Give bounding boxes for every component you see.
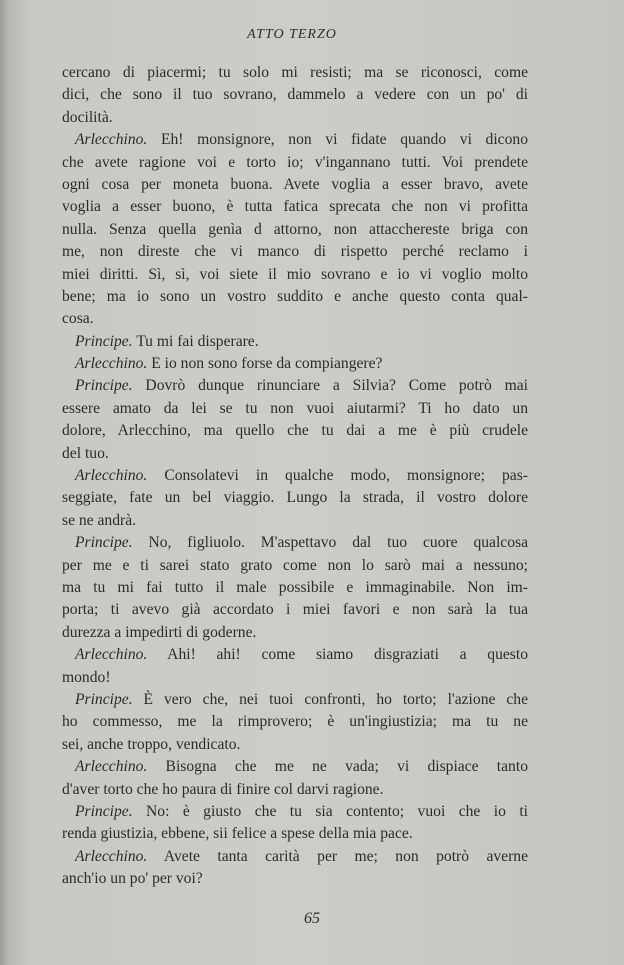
dialogue-paragraph [62, 801, 528, 846]
dialogue-paragraph [62, 689, 528, 756]
line-text: mondo! [62, 668, 111, 686]
running-header: ATTO TERZO [247, 27, 337, 42]
line-text: porta; ti avevo già accordato i miei favori e non sarà la tua [62, 601, 528, 619]
line-text: del tuo. [62, 444, 109, 462]
text-line [62, 532, 528, 554]
body-text [62, 62, 528, 890]
continued-paragraph [62, 62, 528, 129]
text-line [62, 196, 528, 218]
line-text: ho commesso, me la rimprovero; è un'ingiustizia; ma tu ne [62, 713, 528, 731]
line-text: Consolatevi in qualche modo, monsignore; pas- [147, 467, 528, 485]
text-line [62, 555, 528, 577]
speaker-name: Principe. [75, 802, 133, 820]
line-text: cercano di piacermi; tu solo mi resisti; ma se riconosci, come [62, 64, 528, 81]
line-text: ma tu mi fai tutto il male possibile e immaginabile. Non im- [62, 578, 528, 596]
line-text: anch'io un po' per voi? [62, 870, 203, 888]
text-line [62, 577, 528, 599]
line-text: Bisogna che me ne vada; vi dispiace tanto [147, 758, 528, 776]
line-text: sei, anche troppo, vendicato. [62, 735, 241, 753]
speaker-name: Arlecchino. [75, 131, 148, 149]
text-line [62, 353, 528, 375]
text-line [62, 801, 528, 823]
line-text: Tu mi fai disperare. [132, 332, 259, 350]
speaker-name: Arlecchino. [75, 758, 148, 776]
text-line [62, 465, 528, 487]
speaker-name: Principe. [75, 690, 133, 708]
speaker-name: Principe. [75, 332, 133, 350]
dialogue-paragraph [62, 532, 528, 644]
line-text: essere amato da lei se tu non vuoi aiutarmi? Ti ho dato un [62, 399, 528, 417]
text-line [62, 62, 528, 84]
line-text: dolore, Arlecchino, ma quello che tu dai a me è più crudele [62, 422, 528, 440]
line-text: docilità. [62, 108, 113, 126]
text-line [62, 510, 528, 532]
dialogue-paragraph [62, 465, 528, 532]
text-line [62, 644, 528, 666]
text-line [62, 868, 528, 890]
speaker-name: Arlecchino. [75, 646, 148, 664]
text-line [62, 420, 528, 442]
text-line [62, 152, 528, 174]
text-line [62, 622, 528, 644]
text-line [62, 219, 528, 241]
text-line [62, 375, 528, 397]
text-line [62, 331, 528, 353]
line-text: No, figliuolo. M'aspettavo dal tuo cuore qualcosa [132, 534, 528, 552]
text-line [62, 241, 528, 263]
speaker-name: Arlecchino. [75, 467, 148, 485]
speaker-name: Arlecchino. [75, 847, 148, 865]
line-text: renda giustizia, ebbene, sii felice a spese della mia pace. [62, 825, 413, 843]
text-line [62, 443, 528, 465]
text-line [62, 264, 528, 286]
text-line [62, 487, 528, 509]
text-line [62, 689, 528, 711]
dialogue-paragraph [62, 331, 528, 353]
line-text: ogni cosa per moneta buona. Avete voglia a esser bravo, avete [62, 175, 528, 193]
line-text: miei diritti. Sì, sì, voi siete il mio sovrano e io vi voglio molto [62, 265, 528, 283]
speaker-name: Arlecchino. [75, 355, 148, 373]
line-text: cosa. [62, 310, 94, 328]
line-text: durezza a impedirti di goderne. [62, 623, 257, 641]
page-number: 65 [304, 910, 320, 927]
dialogue-paragraph [62, 129, 528, 331]
text-line [62, 779, 528, 801]
line-text: d'aver torto che ho paura di finire col darvi ragione. [62, 780, 384, 798]
text-line [62, 286, 528, 308]
line-text: Ahi! ahi! come siamo disgraziati a questo [147, 646, 528, 664]
line-text: me, non direste che vi manco di rispetto perché reclamo i [62, 243, 528, 261]
speaker-name: Principe. [75, 377, 133, 395]
dialogue-paragraph [62, 375, 528, 465]
text-line [62, 107, 528, 129]
dialogue-paragraph [62, 644, 528, 689]
text-line [62, 734, 528, 756]
text-line [62, 711, 528, 733]
text-line [62, 398, 528, 420]
text-line [62, 308, 528, 330]
line-text: bene; ma io sono un vostro suddito e anche questo conta qual- [62, 287, 528, 305]
text-line [62, 846, 528, 868]
text-line [62, 823, 528, 845]
dialogue-paragraph [62, 756, 528, 801]
line-text: E io non sono forse da compiangere? [147, 355, 383, 373]
line-text: per me e ti sarei stato grato come non lo sarò mai a nessuno; [62, 556, 528, 574]
line-text: seggiate, fate un bel viaggio. Lungo la strada, il vostro dolore [62, 489, 528, 507]
text-line [62, 84, 528, 106]
dialogue-paragraph [62, 846, 528, 891]
dialogue-paragraph [62, 353, 528, 375]
line-text: voglia a esser buono, è tutta fatica sprecata che non vi profitta [62, 198, 528, 216]
text-line [62, 667, 528, 689]
speaker-name: Principe. [75, 534, 133, 552]
line-text: No: è giusto che tu sia contento; vuoi che io ti [132, 802, 528, 820]
line-text: Dovrò dunque rinunciare a Silvia? Come potrò mai [132, 377, 528, 395]
line-text: dici, che sono il tuo sovrano, dammelo a vedere con un po' di [62, 86, 528, 104]
text-line [62, 756, 528, 778]
text-line [62, 174, 528, 196]
line-text: se ne andrà. [62, 511, 137, 529]
line-text: È vero che, nei tuoi confronti, ho torto; l'azione che [132, 690, 528, 708]
line-text: che avete ragione voi e torto io; v'ingannano tutti. Voi prendete [62, 153, 528, 171]
text-line [62, 129, 528, 151]
line-text: nulla. Senza quella genìa d attorno, non attacchereste briga con [62, 220, 528, 238]
line-text: Avete tanta carità per me; non potrò averne [147, 847, 528, 865]
line-text: Eh! monsignore, non vi fidate quando vi dicono [147, 131, 528, 149]
text-line [62, 599, 528, 621]
